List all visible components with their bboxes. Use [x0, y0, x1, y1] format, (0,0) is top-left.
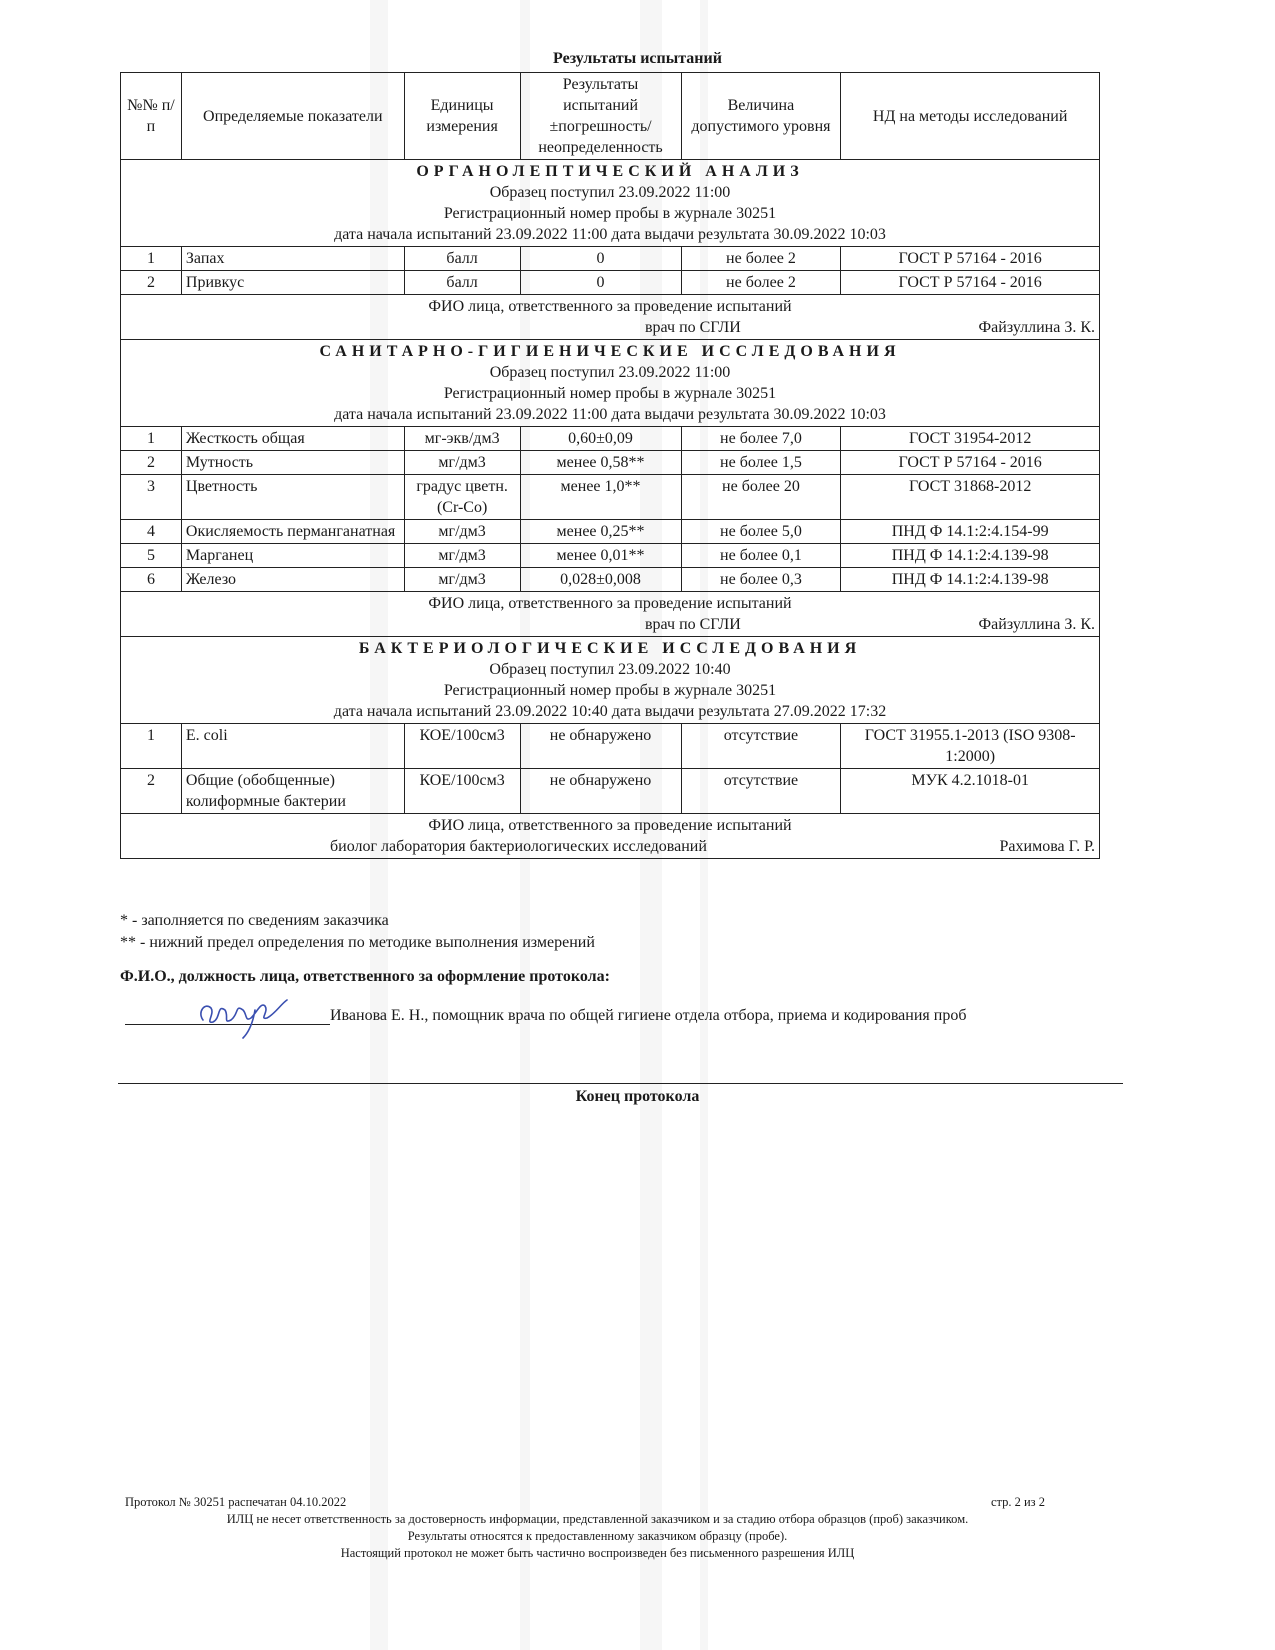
indicator-name: Привкус	[181, 271, 404, 295]
indicator-name: Окисляемость перманганатная	[181, 520, 404, 544]
row-number: 3	[121, 475, 182, 520]
column-header: НД на методы исследований	[841, 73, 1100, 160]
table-row	[121, 520, 1100, 544]
method: ПНД Ф 14.1:2:4.154-99	[841, 520, 1100, 544]
section-header-row	[121, 160, 1100, 247]
indicator-name: Марганец	[181, 544, 404, 568]
table-row	[121, 475, 1100, 520]
indicator-name: Общие (обобщенные) колиформные бактерии	[181, 769, 404, 814]
table-row	[121, 271, 1100, 295]
row-number: 2	[121, 769, 182, 814]
protocol-responsible-heading: Ф.И.О., должность лица, ответственного за оформление протокола:	[120, 968, 610, 985]
unit: КОЕ/100см3	[404, 769, 520, 814]
column-header: Результаты испытаний ±погрешность/ неопределенность	[520, 73, 681, 160]
unit: мг/дм3	[404, 520, 520, 544]
row-number: 2	[121, 271, 182, 295]
limit: не более 0,3	[681, 568, 841, 592]
indicator-name: Железо	[181, 568, 404, 592]
result: 0	[520, 247, 681, 271]
result: менее 0,01**	[520, 544, 681, 568]
table-row	[121, 427, 1100, 451]
limit: не более 2	[681, 271, 841, 295]
responsible-name: Файзуллина З. К.	[978, 616, 1095, 633]
test-dates: дата начала испытаний 23.09.2022 11:00 дата выдачи результата 30.09.2022 10:03	[334, 406, 886, 423]
result: менее 0,25**	[520, 520, 681, 544]
row-number: 1	[121, 724, 182, 769]
unit: мг/дм3	[404, 544, 520, 568]
responsible-position: врач по СГЛИ	[645, 319, 741, 336]
test-dates: дата начала испытаний 23.09.2022 10:40 дата выдачи результата 27.09.2022 17:32	[333, 703, 887, 720]
column-header: Величина допустимого уровня	[681, 73, 841, 160]
limit: не более 1,5	[681, 451, 841, 475]
row-number: 2	[121, 451, 182, 475]
table-row	[121, 544, 1100, 568]
indicator-name: E. coli	[181, 724, 404, 769]
method: МУК 4.2.1018-01	[841, 769, 1100, 814]
responsible-row	[121, 295, 1100, 340]
responsible-title: ФИО лица, ответственного за проведение испытаний	[428, 817, 792, 834]
method: ГОСТ Р 57164 - 2016	[841, 247, 1100, 271]
section-title: САНИТАРНО-ГИГИЕНИЧЕСКИЕ ИССЛЕДОВАНИЯ	[319, 343, 901, 360]
method: ГОСТ Р 57164 - 2016	[841, 451, 1100, 475]
limit: не более 20	[681, 475, 841, 520]
limit: не более 0,1	[681, 544, 841, 568]
disclaimer: Результаты относятся к предоставленному заказчиком образцу (пробе).	[407, 1529, 788, 1543]
row-number: 5	[121, 544, 182, 568]
section-header	[121, 340, 1100, 427]
page-footer	[125, 1494, 1045, 1562]
limit: не более 2	[681, 247, 841, 271]
indicator-name: Цветность	[181, 475, 404, 520]
sample-received: Образец поступил 23.09.2022 11:00	[489, 364, 731, 381]
indicator-name: Запах	[181, 247, 404, 271]
responsible-cell	[121, 814, 1100, 859]
row-number: 6	[121, 568, 182, 592]
results-table	[120, 72, 1100, 859]
results-heading: Результаты испытаний	[553, 50, 722, 67]
column-header: Единицы измерения	[404, 73, 520, 160]
sample-received: Образец поступил 23.09.2022 11:00	[489, 184, 731, 201]
method: ГОСТ 31868-2012	[841, 475, 1100, 520]
footnote: * - заполняется по сведениям заказчика	[120, 912, 389, 929]
section-header-row	[121, 340, 1100, 427]
table-row	[121, 451, 1100, 475]
section-title: ОРГАНОЛЕПТИЧЕСКИЙ АНАЛИЗ	[416, 163, 804, 180]
row-number: 1	[121, 247, 182, 271]
responsible-title: ФИО лица, ответственного за проведение испытаний	[428, 595, 792, 612]
end-of-protocol: Конец протокола	[575, 1088, 700, 1105]
column-header: №№ п/п	[121, 73, 182, 160]
limit: не более 5,0	[681, 520, 841, 544]
unit: мг/дм3	[404, 451, 520, 475]
method: ПНД Ф 14.1:2:4.139-98	[841, 544, 1100, 568]
indicator-name: Жесткость общая	[181, 427, 404, 451]
responsible-row	[121, 814, 1100, 859]
signature-line	[125, 1000, 330, 1025]
table-row	[121, 769, 1100, 814]
sample-received: Образец поступил 23.09.2022 10:40	[489, 661, 731, 678]
unit: градус цветн.(Cr-Co)	[404, 475, 520, 520]
row-number: 4	[121, 520, 182, 544]
registration-number: Регистрационный номер пробы в журнале 30251	[443, 205, 777, 222]
responsible-name: Файзуллина З. К.	[978, 319, 1095, 336]
row-number: 1	[121, 427, 182, 451]
responsible-row	[121, 592, 1100, 637]
limit: отсутствие	[681, 769, 841, 814]
signature-icon	[195, 994, 305, 1040]
footnote: ** - нижний предел определения по методике выполнения измерений	[120, 934, 595, 951]
protocol-responsible-name: Иванова Е. Н., помощник врача по общей гигиене отдела отбора, приема и кодирования проб	[330, 1007, 967, 1024]
result: менее 0,58**	[520, 451, 681, 475]
result: не обнаружено	[520, 724, 681, 769]
responsible-cell	[121, 295, 1100, 340]
section-title: БАКТЕРИОЛОГИЧЕСКИЕ ИССЛЕДОВАНИЯ	[358, 640, 862, 657]
indicator-name: Мутность	[181, 451, 404, 475]
unit: балл	[404, 271, 520, 295]
divider	[118, 1083, 1123, 1084]
table-row	[121, 568, 1100, 592]
table-row	[121, 247, 1100, 271]
unit: балл	[404, 247, 520, 271]
responsible-cell	[121, 592, 1100, 637]
result: 0,60±0,09	[520, 427, 681, 451]
disclaimer: ИЛЦ не несет ответственность за достоверность информации, представленной заказчиком и за стадию отбора образцов (проб) заказчиком.	[226, 1512, 969, 1526]
method: ГОСТ 31954-2012	[841, 427, 1100, 451]
result: 0,028±0,008	[520, 568, 681, 592]
test-dates: дата начала испытаний 23.09.2022 11:00 дата выдачи результата 30.09.2022 10:03	[334, 226, 886, 243]
unit: КОЕ/100см3	[404, 724, 520, 769]
unit: мг-экв/дм3	[404, 427, 520, 451]
print-info: Протокол № 30251 распечатан 04.10.2022	[125, 1495, 347, 1509]
result: не обнаружено	[520, 769, 681, 814]
page-number: стр. 2 из 2	[990, 1495, 1045, 1509]
result: 0	[520, 271, 681, 295]
responsible-title: ФИО лица, ответственного за проведение испытаний	[428, 298, 792, 315]
disclaimer: Настоящий протокол не может быть частично воспроизведен без письменного разрешения ИЛЦ	[340, 1546, 855, 1560]
table-row	[121, 724, 1100, 769]
method: ГОСТ Р 57164 - 2016	[841, 271, 1100, 295]
method: ГОСТ 31955.1-2013 (ISO 9308-1:2000)	[841, 724, 1100, 769]
responsible-position: биолог лаборатория бактериологических исследований	[330, 838, 707, 855]
section-header-row	[121, 637, 1100, 724]
result: менее 1,0**	[520, 475, 681, 520]
limit: не более 7,0	[681, 427, 841, 451]
signature-row	[125, 1000, 966, 1025]
column-header: Определяемые показатели	[181, 73, 404, 160]
registration-number: Регистрационный номер пробы в журнале 30251	[443, 385, 777, 402]
registration-number: Регистрационный номер пробы в журнале 30251	[443, 682, 777, 699]
responsible-name: Рахимова Г. Р.	[999, 838, 1095, 855]
section-header	[121, 160, 1100, 247]
table-header-row	[121, 73, 1100, 160]
footnotes	[120, 910, 595, 954]
unit: мг/дм3	[404, 568, 520, 592]
responsible-position: врач по СГЛИ	[645, 616, 741, 633]
section-header	[121, 637, 1100, 724]
method: ПНД Ф 14.1:2:4.139-98	[841, 568, 1100, 592]
limit: отсутствие	[681, 724, 841, 769]
